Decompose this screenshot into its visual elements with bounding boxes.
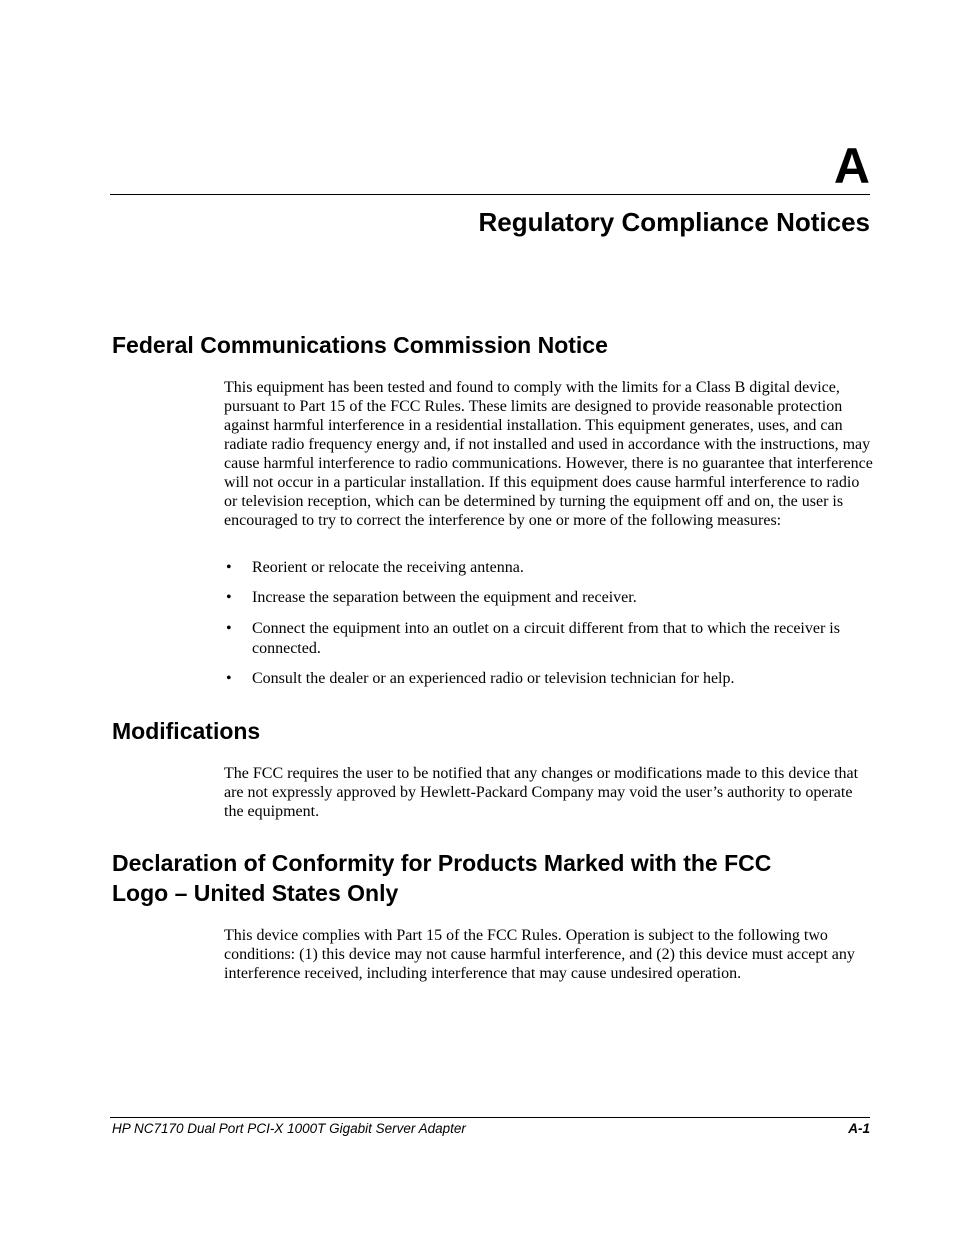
fcc-notice-heading: Federal Communications Commission Notice (112, 332, 608, 358)
declaration-heading (112, 848, 771, 908)
declaration-heading-line2: Logo – United States Only (112, 880, 399, 906)
list-item-text: Consult the dealer or an experienced radio or television technician for help. (252, 670, 735, 687)
list-item (224, 558, 524, 578)
list-item-text: Reorient or relocate the receiving antenna. (252, 559, 524, 576)
bullet-icon: • (226, 589, 232, 606)
modifications-heading: Modifications (112, 718, 261, 744)
list-item (224, 669, 734, 689)
footer-divider (110, 1117, 870, 1118)
modifications-paragraph: The FCC requires the user to be notified that any changes or modifications made to this device that are not expressly approved by Hewlett-Packard Company may void the user’s authority to operate the equipment. (224, 765, 859, 820)
chapter-title: Regulatory Compliance Notices (478, 207, 870, 237)
list-item (224, 619, 874, 658)
chapter-letter: A (833, 138, 870, 194)
bullet-icon: • (226, 620, 232, 637)
list-item-text: Connect the equipment into an outlet on a circuit different from that to which the receiver is connected. (252, 620, 840, 657)
footer-product-name: HP NC7170 Dual Port PCI-X 1000T Gigabit Server Adapter (112, 1121, 466, 1136)
declaration-heading-line1: Declaration of Conformity for Products Marked with the FCC (112, 850, 772, 876)
declaration-paragraph: This device complies with Part 15 of the FCC Rules. Operation is subject to the following two conditions: (1) this device may not cause harmful interference, and (2) this device must accept any interference received, including interference that may cause undesired operation. (224, 927, 855, 982)
bullet-icon: • (226, 559, 232, 576)
bullet-icon: • (226, 670, 232, 687)
chapter-divider (110, 194, 870, 195)
list-item (224, 588, 637, 608)
footer-page-number: A-1 (848, 1121, 870, 1136)
list-item-text: Increase the separation between the equipment and receiver. (252, 589, 637, 606)
fcc-notice-paragraph: This equipment has been tested and found to comply with the limits for a Class B digital device, pursuant to Part 15 of the FCC Rules. These limits are designed to provide reasonable protection against harmful interference in a residential installation. This equipment generates, uses, and can radiate radio frequency energy and, if not installed and used in accordance with the instructions, may cause harmful interference to radio communications. However, there is no guarantee that interference will not occur in a particular installation. If this equipment does cause harmful interference to radio or television reception, which can be determined by turning the equipment off and on, the user is encouraged to try to correct the interference by one or more of the following measures: (224, 379, 873, 529)
